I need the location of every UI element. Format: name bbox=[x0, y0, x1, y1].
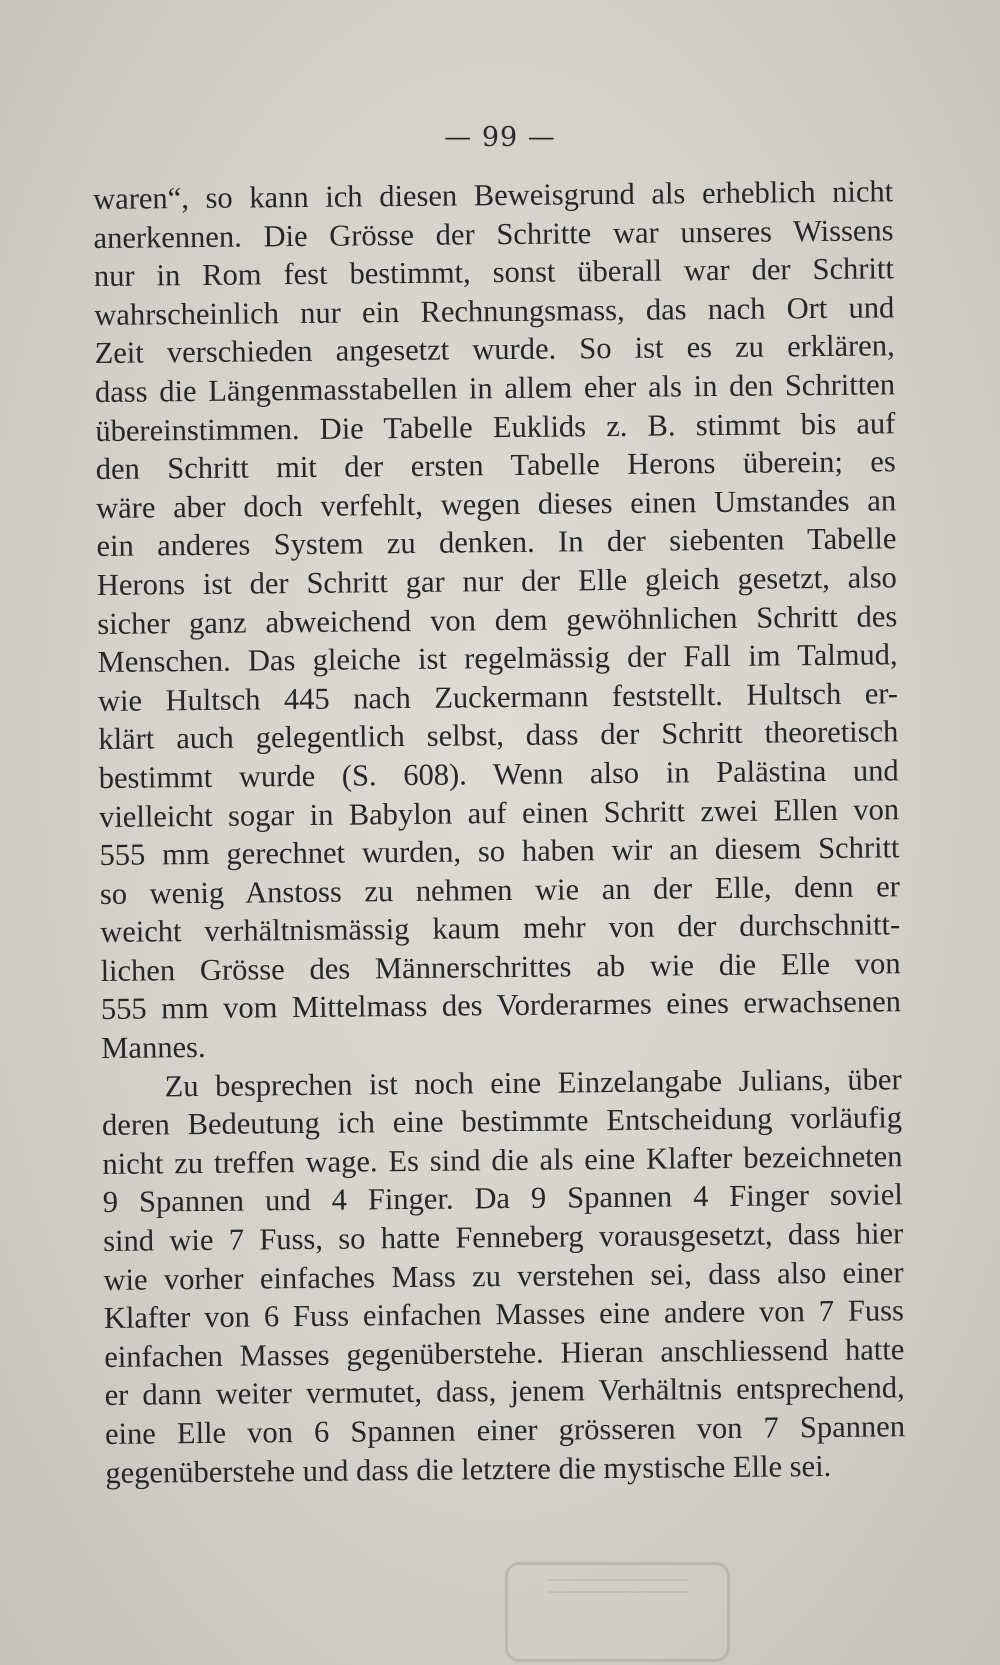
text-line: übereinstimmen. Die Tabelle Euklids z. B. stimmt bis auf bbox=[95, 405, 896, 448]
text-line: bestimmt wurde (S. 608). Wenn also in Palästina und bbox=[98, 753, 899, 795]
text-line: Klafter von 6 Fuss einfachen Masses eine andere von 7 Fuss bbox=[103, 1293, 905, 1336]
text-line: Zeit verschieden angesetzt wurde. So ist es zu erklären, bbox=[94, 328, 895, 371]
text-line: sicher ganz abweichend von dem gewöhnlichen Schritt des bbox=[97, 598, 898, 641]
text-line: er dann weiter vermutet, dass, jenem Verhältnis entsprechend, bbox=[104, 1370, 905, 1413]
page-number: — 99 — bbox=[444, 122, 556, 153]
text-line: lichen Grösse des Männerschrittes ab wie die Elle von bbox=[100, 946, 901, 988]
text-line: 555 mm gerechnet wurden, so haben wir an diesem Schritt bbox=[99, 830, 900, 873]
body-text bbox=[93, 172, 906, 1492]
text-line: einfachen Masses gegenüberstehe. Hieran anschliessend hatte bbox=[104, 1332, 905, 1374]
text-line: anerkennen. Die Grösse der Schritte war unseres Wissens bbox=[93, 212, 894, 255]
text-line: deren Bedeutung ich eine bestimmte Entscheidung vorläufig bbox=[101, 1100, 903, 1143]
text-line: eine Elle von 6 Spannen einer grösseren von 7 Spannen bbox=[104, 1409, 906, 1451]
text-line: nur in Rom fest bestimmt, sonst überall war der Schritt bbox=[93, 251, 895, 294]
text-line: waren“, so kann ich diesen Beweisgrund als erheblich nicht bbox=[93, 174, 894, 216]
text-line: den Schritt mit der ersten Tabelle Herons überein; es bbox=[95, 444, 896, 487]
text-line: Mannes. bbox=[101, 1030, 206, 1066]
text-line: klärt auch gelegentlich selbst, dass der Schritt theoretisch bbox=[98, 714, 899, 757]
text-line: wahrscheinlich nur ein Rechnungsmass, das nach Ort und bbox=[94, 290, 895, 332]
text-line: Zu besprechen ist noch eine Einzelangabe Julians, über bbox=[164, 1061, 902, 1104]
text-line: 555 mm vom Mittelmass des Vorderarmes eines erwachsenen bbox=[100, 984, 902, 1027]
library-stamp bbox=[505, 1562, 730, 1662]
text-line: nicht zu treffen wage. Es sind die als eine Klafter bezeichneten bbox=[102, 1139, 903, 1181]
text-line: vielleicht sogar in Babylon auf einen Schritt zwei Ellen von bbox=[98, 791, 900, 834]
text-line: gegenüberstehe und dass die letztere die mystische Elle sei. bbox=[105, 1448, 832, 1490]
text-line: sind wie 7 Fuss, so hatte Fenneberg vorausgesetzt, dass hier bbox=[103, 1216, 904, 1258]
text-line: Herons ist der Schritt gar nur der Elle gleich gesetzt, also bbox=[96, 560, 898, 602]
text-line: wie vorher einfaches Mass zu verstehen sei, dass also einer bbox=[103, 1254, 904, 1297]
text-line: ein anderes System zu denken. In der siebenten Tabelle bbox=[96, 521, 897, 564]
text-line: dass die Längenmasstabellen in allem eher als in den Schritten bbox=[94, 367, 896, 409]
text-line: weicht verhältnismässig kaum mehr von der durchschnitt- bbox=[100, 907, 901, 950]
text-line: so wenig Anstoss zu nehmen wie an der Elle, denn er bbox=[99, 868, 900, 911]
text-line: wie Hultsch 445 nach Zuckermann feststellt. Hultsch er- bbox=[97, 676, 899, 718]
text-line: 9 Spannen und 4 Finger. Da 9 Spannen 4 Finger soviel bbox=[102, 1177, 903, 1220]
library-stamp-mark bbox=[548, 1579, 688, 1593]
text-line: wäre aber doch verfehlt, wegen dieses einen Umstandes an bbox=[95, 483, 897, 525]
text-line: Menschen. Das gleiche ist regelmässig der Fall im Talmud, bbox=[97, 637, 898, 680]
